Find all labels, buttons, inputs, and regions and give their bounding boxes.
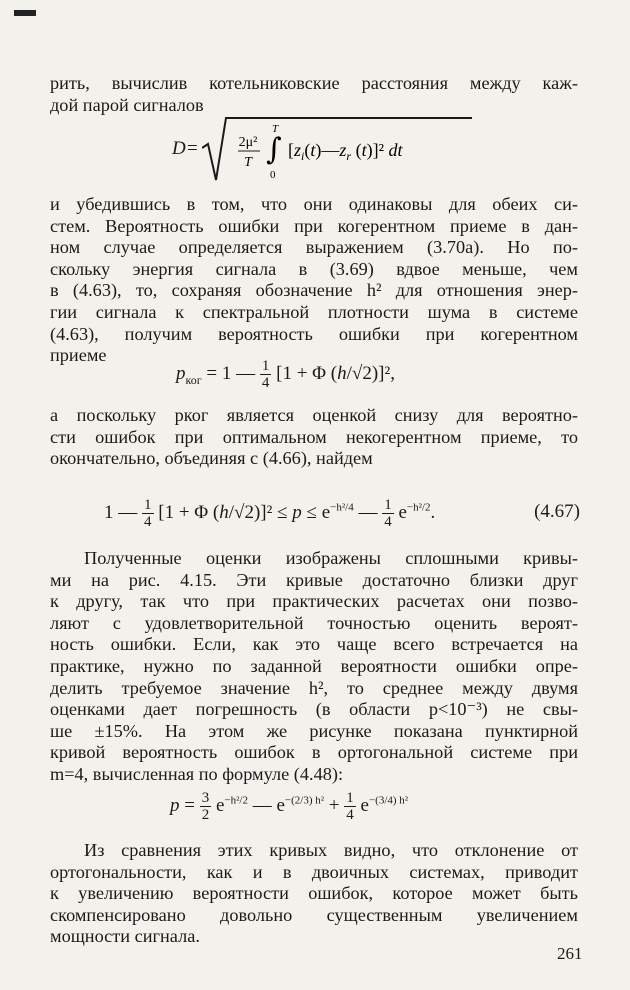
svg-text:2μ²: 2μ²: [238, 135, 258, 150]
equation-number: (4.67): [534, 501, 580, 522]
formula-distance: [172, 120, 472, 190]
formula-orthogonal: p = $\frac{3}{2}$ $e^{-h^2/2}$ — $e^{-(2/3) h^2}$ + $\frac{1}{4}$ $e^{-(3/4) h^2}$: [170, 790, 409, 823]
formula-distance-text: [172, 120, 182, 121]
formula-4-67-text: [104, 497, 125, 498]
svg-text:T: T: [272, 123, 279, 135]
formula-p-coherent: $p_{ког} = 1$ — $\frac{1}{4}$ [1 + Φ (h/√2)]²,: [176, 358, 395, 391]
paragraph-1: рить, вычислив котельниковские расстояния между каж- дой парой сигналов: [50, 73, 578, 115]
formula-p-coherent-text: [176, 358, 187, 359]
paragraph-3: а поскольку pког является оценкой снизу для вероятно- сти ошибок при оптимальном некогерентном приеме, то окончательно, объединяя с (4.66), найдем: [50, 405, 578, 469]
paragraph-5: Из сравнения этих кривых видно, что отклонение от ортогональности, как и в двоичных системах, приводит к увеличению вероятности ошибок, которое может быть скомпенсировано довольно существенным увеличением мощности сигнала.: [50, 840, 578, 947]
paragraph-4: Полученные оценки изображены сплошными кривы- ми на рис. 4.15. Эти кривые достаточно близки друг к другу, так что при практических расчетах они позво- ляют с удовлетворительной точностью оценить вероят- ность ошибки. Если, как это чаще всего встречается на практике, нужно по заданной вероятности ошибки опре- делить требуемое значение h², то среднее между двумя оценками дает погрешность (в области p<10⁻³) не свы- ше ±15%. На этом же рисунке показана пунктирной кривой вероятность ошибок в ортогональной системе при m=4, вычисленная по формуле (4.48):: [50, 548, 578, 784]
scan-mark: [14, 10, 36, 16]
sqrt-sign: [202, 110, 502, 185]
svg-text:T: T: [244, 155, 252, 170]
svg-text:[zi(t)—zr (t)]² dt: [$z_i(t)—z_r$ (t)]² dt: [288, 140, 403, 163]
formula-distance-lhs: D=: [172, 138, 199, 159]
svg-text:0: 0: [270, 169, 276, 181]
formula-4-67: 1 — $\frac{1}{4}$ [1 + Φ $(h/√2)]^2 \le p \le e^{-h^2/4}$ — $\frac{1}{4}$ $e^{-h^2/2}$. (4.67): [104, 497, 580, 530]
paragraph-2: и убедившись в том, что они одинаковы для обеих си- стем. Вероятность ошибки при когерентном приеме в дан- ном случае определяется выражением (3.70а). Но по- скольку энергия сигнала в (3.69) вдвое меньше, чем в (4.63), то, сохраняя обозначение h² для отношения энер- гии сигнала к спектральной плотности шума в системе (4.63), получим вероятность ошибки при когерентном приеме: [50, 194, 578, 366]
page-number: 261: [557, 944, 583, 963]
formula-orthogonal-text: [170, 790, 189, 791]
svg-text:∫: ∫: [266, 132, 282, 167]
